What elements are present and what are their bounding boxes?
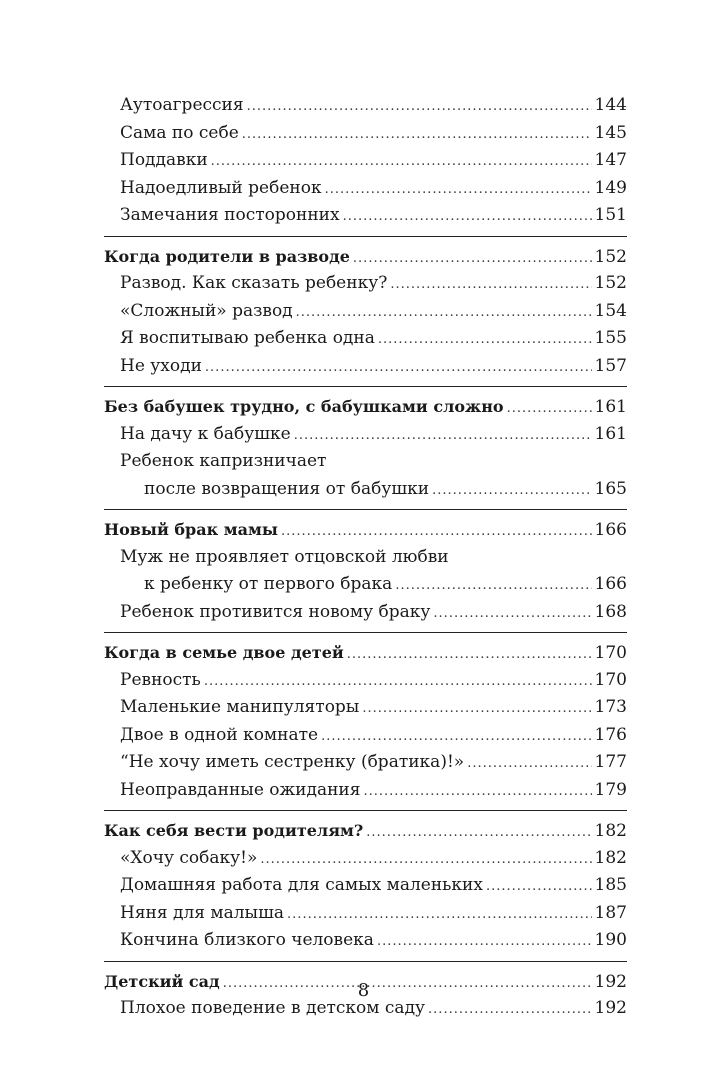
toc-chapter-title: Детский сад: [104, 971, 220, 991]
toc-chapter-title: Как себя вести родителям?: [104, 821, 364, 840]
leader-dots: [211, 147, 592, 176]
toc-entry-title: Сама по себе: [120, 122, 239, 143]
toc-entry-page: 155: [594, 328, 627, 348]
toc-entry-title-continued: к ребенку от первого брака: [144, 574, 393, 594]
leader-dots: [366, 817, 591, 847]
toc-entry-page: 192: [594, 998, 627, 1018]
toc-chapter-title: Когда в семье двое детей: [104, 643, 344, 662]
toc-entry-title: Замечания посторонних: [120, 205, 340, 225]
table-of-contents: [104, 92, 627, 1035]
leader-dots: [467, 749, 591, 778]
toc-entry-title: Аутоагрессия: [120, 95, 244, 115]
toc-entry: [104, 722, 627, 750]
toc-entry: [104, 845, 627, 873]
toc-entry: [104, 777, 627, 805]
page-number: 8: [357, 980, 370, 1001]
toc-entry: [104, 599, 627, 627]
toc-entry-page: 170: [594, 669, 627, 690]
leader-dots: [347, 639, 592, 669]
leader-dots: [204, 667, 592, 696]
toc-entry-page: 145: [594, 122, 627, 143]
toc-entry-title: «Сложный» развод: [120, 300, 293, 321]
toc-entry-page: 168: [594, 601, 627, 622]
toc-entry: [104, 927, 627, 955]
toc-entry-title: Маленькие манипуляторы: [120, 697, 360, 717]
toc-chapter-page: 192: [594, 971, 627, 992]
toc-entry-title: Развод. Как сказать ребенку?: [120, 273, 388, 293]
leader-dots: [296, 298, 592, 327]
toc-entry-line2: [104, 476, 627, 504]
toc-entry-line1: [104, 448, 627, 476]
leader-dots: [378, 325, 592, 354]
toc-entry-title: Двое в одной комнате: [120, 724, 319, 745]
toc-chapter-page: 170: [594, 643, 627, 663]
toc-entry-page: 185: [594, 875, 627, 895]
leader-dots: [343, 202, 592, 231]
toc-entry-title: Муж не проявляет отцовской любви: [120, 546, 449, 567]
leader-dots: [294, 421, 592, 450]
toc-section: [104, 516, 627, 633]
toc-entry-title: Кончина близкого человека: [120, 930, 374, 950]
toc-chapter-title: Новый брак мамы: [104, 520, 278, 539]
toc-chapter-heading: [104, 393, 627, 421]
leader-dots: [390, 270, 591, 299]
toc-entry-title-continued: после возвращения от бабушки: [144, 478, 430, 499]
leader-dots: [247, 92, 592, 121]
toc-entry-title: Ребенок капризничает: [120, 451, 327, 471]
toc-entry: [104, 175, 627, 203]
toc-section: [104, 817, 627, 962]
toc-entry-page: 144: [594, 95, 627, 115]
toc-entry: [104, 92, 627, 120]
leader-dots: [377, 927, 592, 956]
toc-chapter-title: Без бабушек трудно, с бабушками сложно: [104, 397, 504, 416]
toc-entry: [104, 202, 627, 230]
toc-chapter-heading: [104, 516, 627, 544]
toc-entry-page: 151: [594, 205, 627, 225]
toc-chapter-title: Когда родители в разводе: [104, 246, 350, 266]
toc-entry: [104, 120, 627, 148]
toc-entry-title: Надоедливый ребенок: [120, 177, 322, 198]
leader-dots: [287, 900, 592, 929]
leader-dots: [260, 845, 591, 874]
toc-entry-title: “Не хочу иметь сестренку (братика)!»: [120, 752, 465, 772]
toc-chapter-heading: [104, 817, 627, 845]
toc-section: [104, 639, 627, 811]
toc-entry-page: 165: [594, 478, 627, 499]
toc-section: [104, 393, 627, 510]
toc-entry: [104, 270, 627, 298]
toc-chapter-heading: [104, 243, 627, 271]
leader-dots: [325, 175, 592, 204]
toc-entry-line1: [104, 544, 627, 572]
toc-section: [104, 92, 627, 237]
toc-entry: [104, 421, 627, 449]
leader-dots: [433, 599, 591, 628]
leader-dots: [205, 353, 592, 382]
toc-chapter-page: 152: [594, 246, 627, 267]
toc-entry-title: Не уходи: [120, 355, 202, 376]
toc-entry-page: 166: [594, 574, 627, 594]
toc-entry: [104, 872, 627, 900]
toc-entry: [104, 667, 627, 695]
toc-entry-title: Домашняя работа для самых маленьких: [120, 875, 483, 895]
toc-entry-title: Поддавки: [120, 150, 208, 170]
toc-chapter-heading: [104, 639, 627, 667]
toc-entry-title: Ревность: [120, 669, 201, 690]
leader-dots: [281, 516, 592, 546]
toc-entry-title: Ребенок противится новому браку: [120, 601, 431, 622]
toc-entry: [104, 298, 627, 326]
toc-entry-title: Неоправданные ожидания: [120, 779, 361, 800]
toc-entry-page: 157: [594, 355, 627, 376]
toc-entry-title: Плохое поведение в детском саду: [120, 998, 426, 1018]
toc-entry-page: 149: [594, 177, 627, 198]
toc-chapter-page: 182: [594, 821, 627, 841]
toc-entry-page: 147: [594, 150, 627, 170]
toc-entry-title: Я воспитываю ребенка одна: [120, 328, 375, 348]
leader-dots: [507, 393, 592, 423]
toc-entry-page: 161: [594, 423, 627, 444]
toc-entry-page: 152: [594, 273, 627, 293]
toc-section: [104, 243, 627, 388]
leader-dots: [242, 120, 592, 149]
toc-entry-title: «Хочу собаку!»: [120, 847, 258, 868]
toc-entry-line2: [104, 571, 627, 599]
leader-dots: [486, 872, 592, 901]
toc-entry-page: 177: [594, 752, 627, 772]
toc-entry-title: На дачу к бабушке: [120, 423, 291, 444]
toc-entry-page: 154: [594, 300, 627, 321]
toc-entry-page: 182: [594, 847, 627, 868]
toc-entry: [104, 900, 627, 928]
toc-entry-title: Няня для малыша: [120, 902, 285, 923]
toc-entry: [104, 694, 627, 722]
leader-dots: [364, 777, 592, 806]
toc-entry-page: 190: [594, 930, 627, 950]
toc-entry: [104, 353, 627, 381]
toc-entry: [104, 325, 627, 353]
leader-dots: [321, 722, 591, 751]
toc-entry: [104, 749, 627, 777]
leader-dots: [432, 476, 591, 505]
leader-dots: [353, 243, 592, 273]
toc-entry: [104, 147, 627, 175]
toc-chapter-page: 161: [594, 397, 627, 417]
leader-dots: [395, 571, 591, 600]
leader-dots: [362, 694, 591, 723]
toc-entry-page: 173: [594, 697, 627, 717]
toc-chapter-page: 166: [594, 520, 627, 540]
toc-entry-page: 176: [594, 724, 627, 745]
toc-entry-page: 179: [594, 779, 627, 800]
toc-entry-page: 187: [594, 902, 627, 923]
